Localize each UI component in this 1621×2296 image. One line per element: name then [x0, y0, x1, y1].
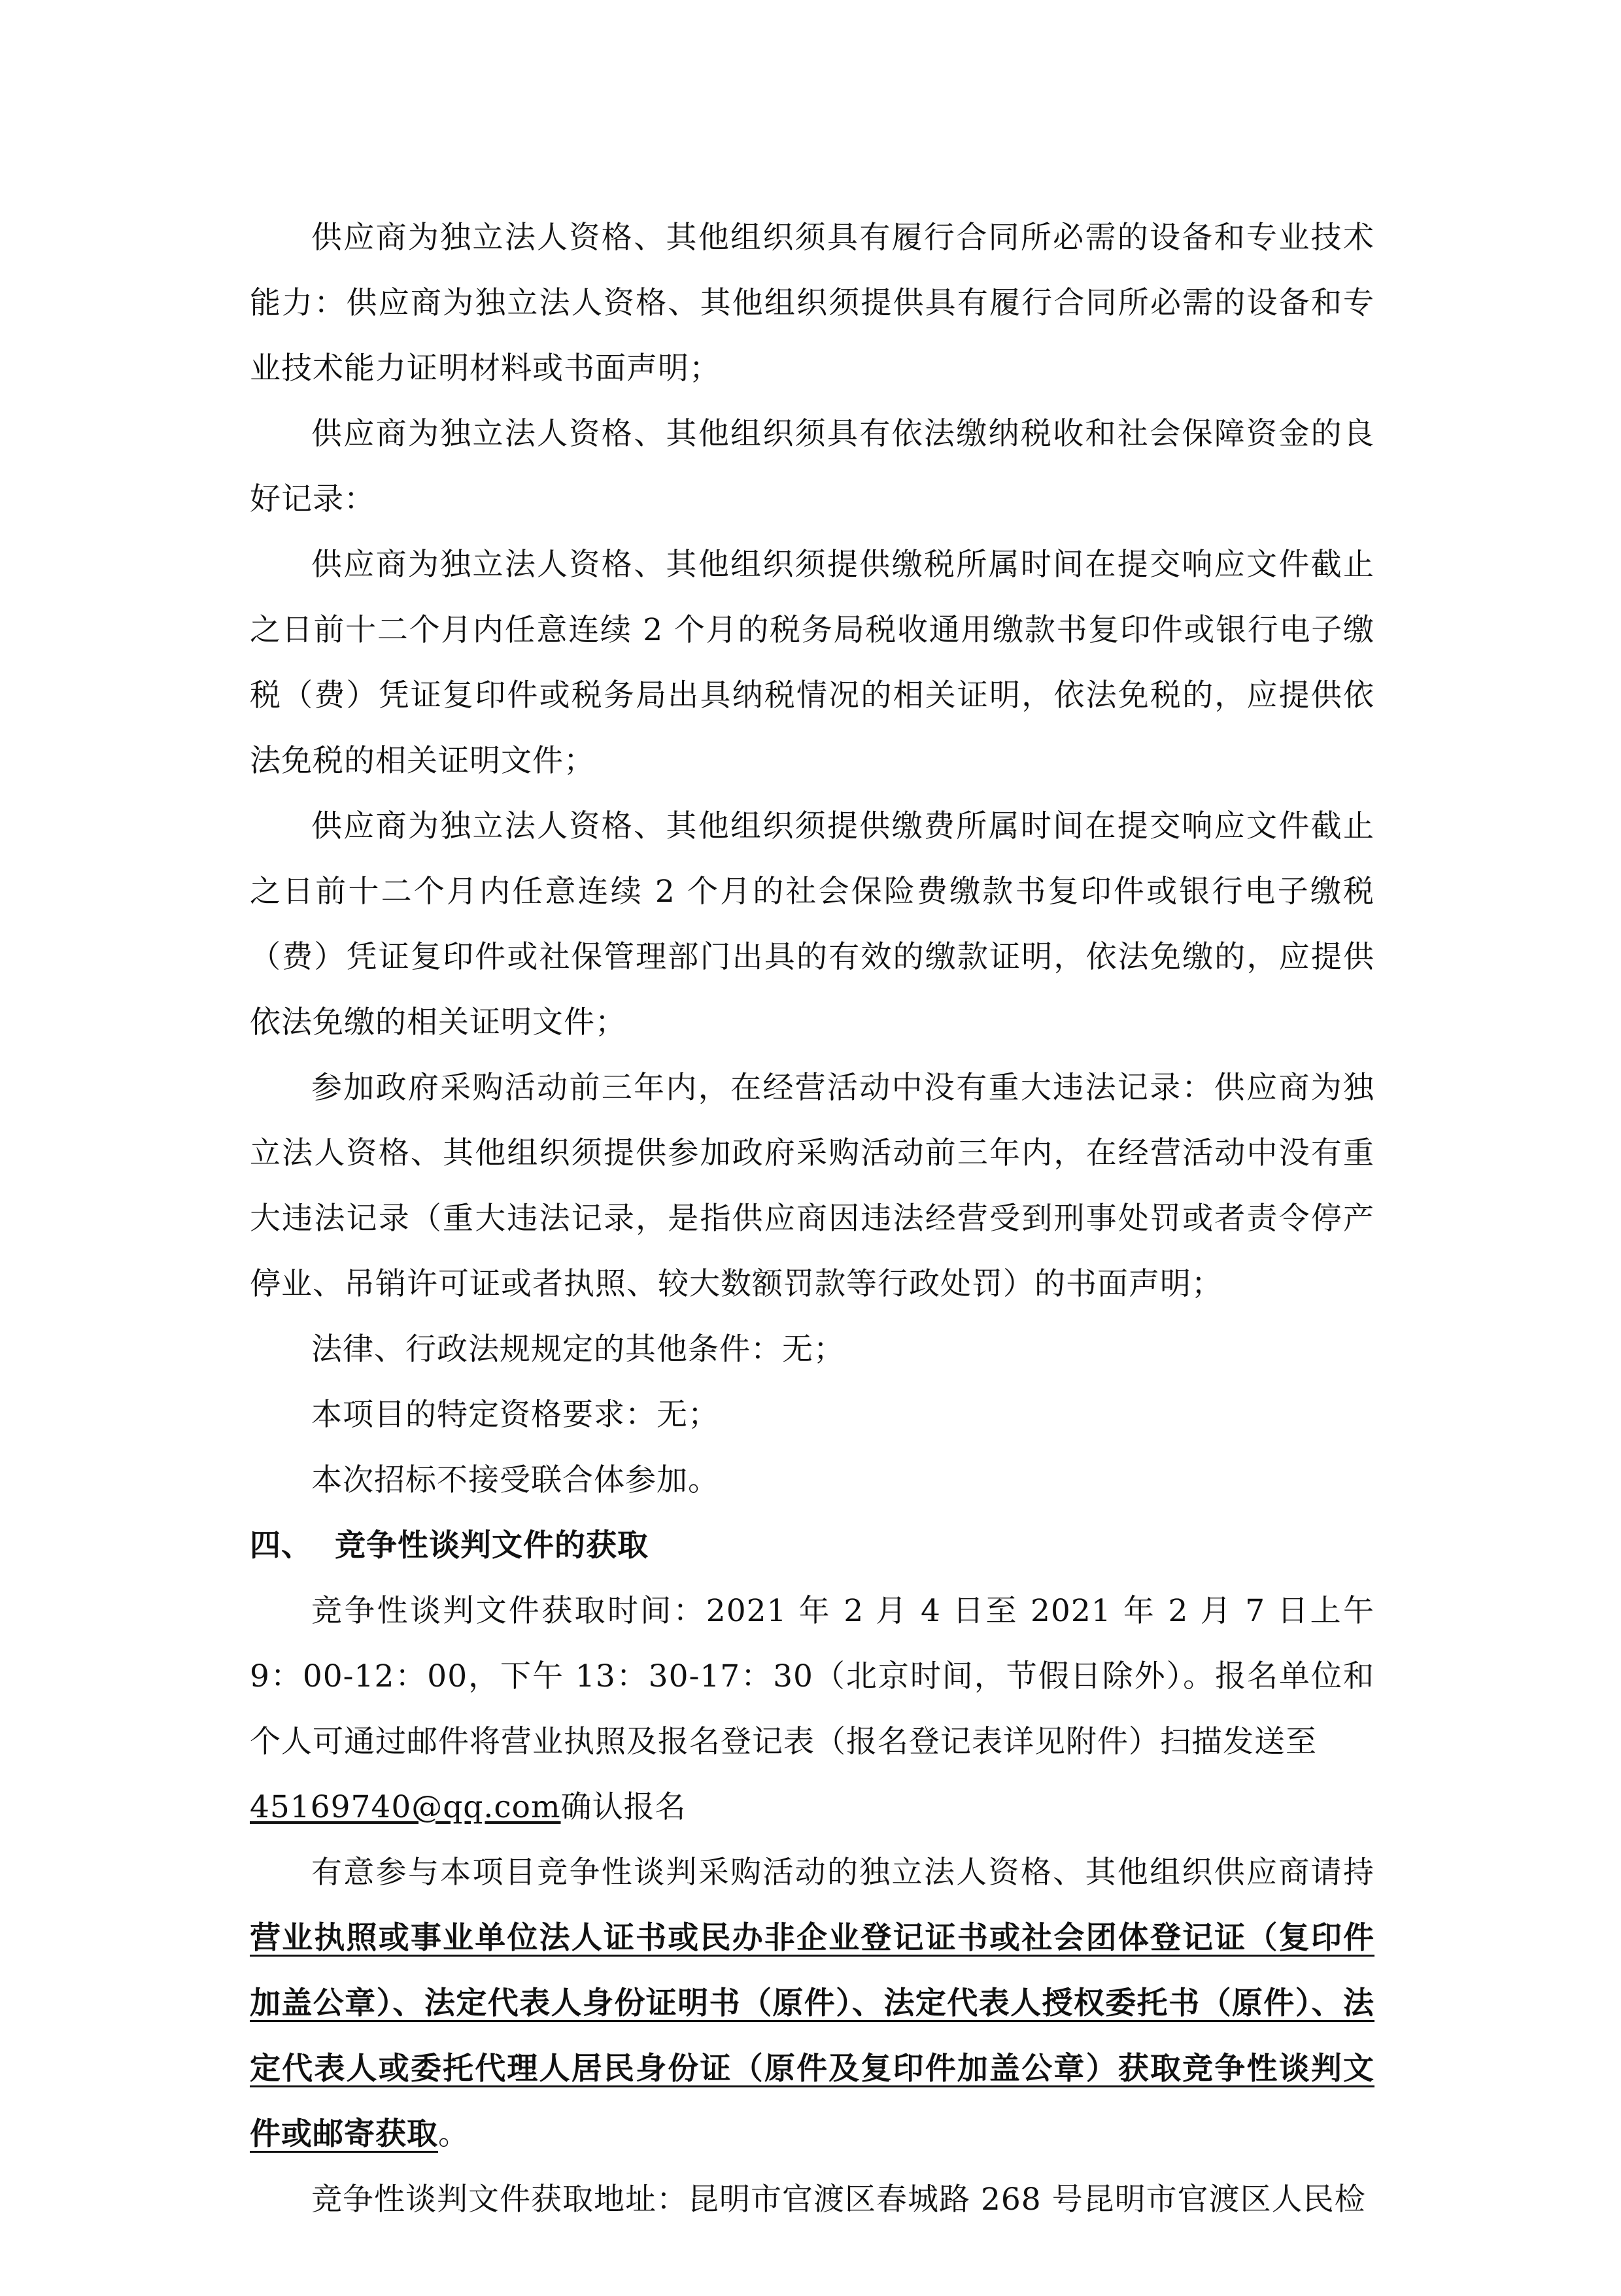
paragraph-required-documents [250, 1840, 1374, 2167]
paragraph-equipment-capability: 供应商为独立法人资格、其他组织须具有履行合同所必需的设备和专业技术能力：供应商为独立法人资格、其他组织须提供具有履行合同所必需的设备和专业技术能力证明材料或书面声明； [250, 220, 1374, 386]
paragraph-tax-proof: 供应商为独立法人资格、其他组织须提供缴税所属时间在提交响应文件截止之日前十二个月内任意连续 2 个月的税务局税收通用缴款书复印件或银行电子缴税（费）凭证复印件或税务局出具纳税情况的相关证明，依法免税的，应提供依法免税的相关证明文件； [250, 547, 1374, 779]
required-docs-intro: 有意参与本项目竞争性谈判采购活动的独立法人资格、其他组织供应商请持 [311, 1855, 1374, 1891]
paragraph-social-security-proof: 供应商为独立法人资格、其他组织须提供缴费所属时间在提交响应文件截止之日前十二个月内任意连续 2 个月的社会保险费缴款书复印件或银行电子缴税（费）凭证复印件或社保管理部门出具的有效的缴款证明，依法免缴的，应提供依法免缴的相关证明文件； [250, 808, 1374, 1040]
document-body [250, 205, 1374, 2233]
email-link[interactable]: 45169740@qq.com [250, 1789, 561, 1825]
paragraph-acquire-address: 竞争性谈判文件获取地址：昆明市官渡区春城路 268 号昆明市官渡区人民检 [311, 2182, 1366, 2218]
paragraph-no-consortium: 本次招标不接受联合体参加。 [311, 1462, 719, 1498]
required-docs-end: 。 [438, 2116, 469, 2152]
paragraph-other-conditions: 法律、行政法规规定的其他条件：无； [311, 1331, 845, 1367]
paragraph-acquire-time: 竞争性谈判文件获取时间：2021 年 2 月 4 日至 2021 年 2 月 7 日上午 9：00-12：00，下午 13：30-17：30（北京时间，节假日除外）。报名单位和个人可通过邮件将营业执照及报名登记表（报名登记表详见附件）扫描发送至 [250, 1593, 1374, 1760]
paragraph-tax-record: 供应商为独立法人资格、其他组织须具有依法缴纳税收和社会保障资金的良好记录： [250, 416, 1374, 517]
paragraph-email [250, 1775, 1374, 1840]
paragraph-no-violation-record: 参加政府采购活动前三年内，在经营活动中没有重大违法记录：供应商为独立法人资格、其他组织须提供参加政府采购活动前三年内，在经营活动中没有重大违法记录（重大违法记录，是指供应商因违法经营受到刑事处罚或者责令停产停业、吊销许可证或者执照、较大数额罚款等行政处罚）的书面声明； [250, 1070, 1374, 1302]
section-number: 四、 [250, 1528, 313, 1564]
required-docs-list: 营业执照或事业单位法人证书或民办非企业登记证书或社会团体登记证（复印件加盖公章）、法定代表人身份证明书（原件）、法定代表人授权委托书（原件）、法定代表人或委托代理人居民身份证（原件及复印件加盖公章）获取竞争性谈判文件或邮寄获取 [250, 1920, 1374, 2152]
section-heading-4 [250, 1513, 1374, 1579]
paragraph-specific-requirements: 本项目的特定资格要求：无； [311, 1397, 719, 1433]
section-title: 竞争性谈判文件的获取 [335, 1528, 649, 1564]
email-suffix: 确认报名 [560, 1789, 687, 1825]
